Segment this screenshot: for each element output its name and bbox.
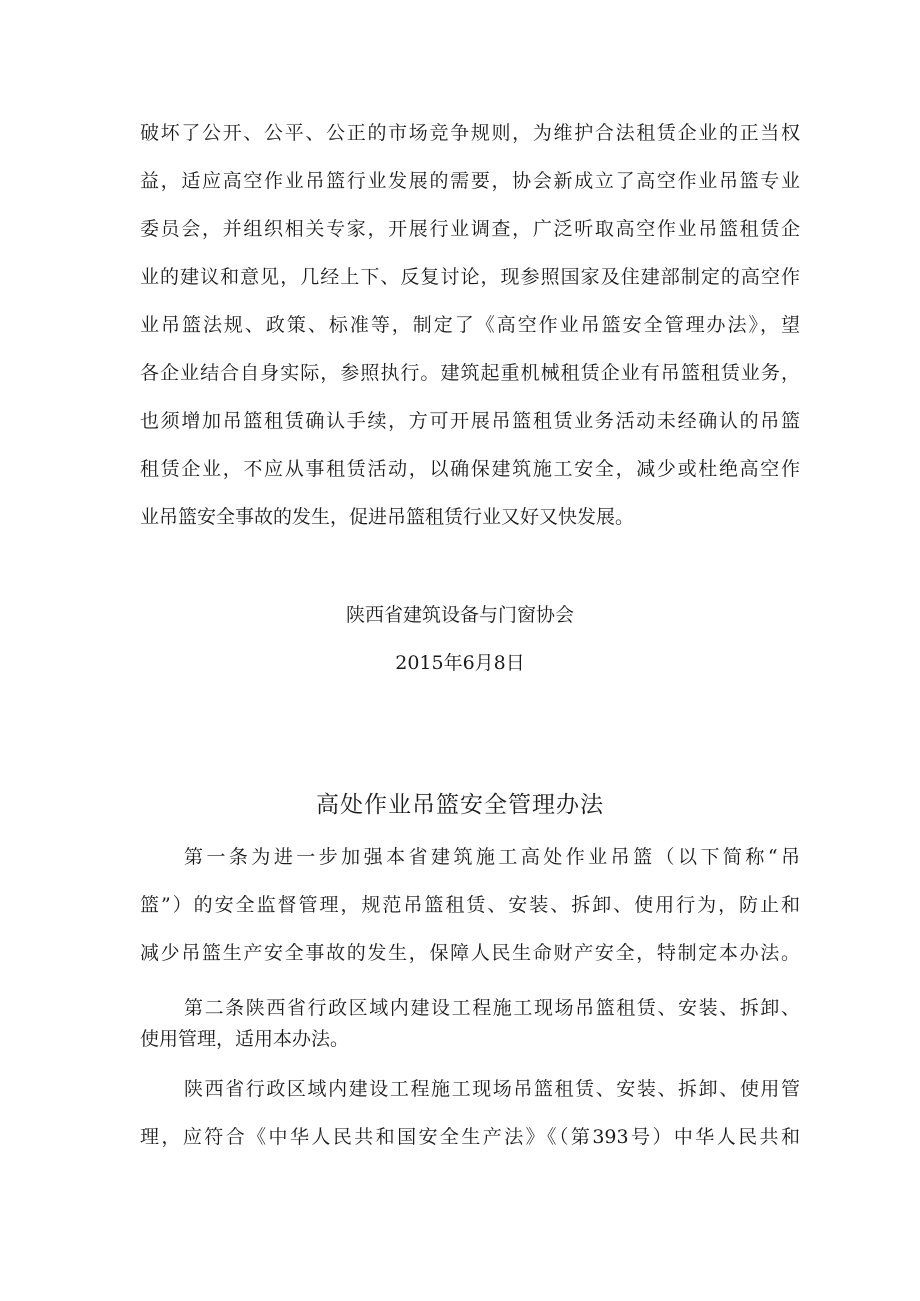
intro-line: 业吊篮安全事故的发生，促进吊篮租赁行业又好又快发展。 xyxy=(140,506,635,528)
article-line: 篮”）的安全监督管理，规范吊篮租赁、安装、拆卸、使用行为，防止和 xyxy=(140,894,800,916)
paragraph-line: 理，应符合《中华人民共和国安全生产法》《（第393号）中华人民共和 xyxy=(140,1126,800,1148)
intro-line: 破坏了公开、公平、公正的市场竞争规则，为维护合法租赁企业的正当权 xyxy=(140,122,800,144)
intro-line: 也须增加吊篮租赁确认手续，方可开展吊篮租赁业务活动未经确认的吊篮 xyxy=(140,410,800,432)
signature-date: 2015年6月8日 xyxy=(395,652,525,674)
signature-organization: 陕西省建筑设备与门窗协会 xyxy=(345,604,574,626)
intro-line: 租赁企业，不应从事租赁活动，以确保建筑施工安全，减少或杜绝高空作 xyxy=(140,458,800,480)
paragraph-line: 陕西省行政区域内建设工程施工现场吊篮租赁、安装、拆卸、使用管 xyxy=(184,1078,800,1100)
intro-line: 业的建议和意见，几经上下、反复讨论，现参照国家及住建部制定的高空作 xyxy=(140,266,800,288)
intro-line: 各企业结合自身实际，参照执行。建筑起重机械租赁企业有吊篮租赁业务， xyxy=(140,362,800,384)
article-line: 第二条陕西省行政区域内建设工程施工现场吊篮租赁、安装、拆卸、 xyxy=(184,997,800,1019)
document-title: 高处作业吊篮安全管理办法 xyxy=(316,792,604,818)
article-line: 减少吊篮生产安全事故的发生，保障人民生命财产安全，特制定本办法。 xyxy=(140,942,800,964)
article-line: 第一条为进一步加强本省建筑施工高处作业吊篮（以下简称“吊 xyxy=(184,846,800,868)
intro-line: 业吊篮法规、政策、标准等，制定了《高空作业吊篮安全管理办法》，望 xyxy=(140,314,800,336)
intro-line: 益，适应高空作业吊篮行业发展的需要，协会新成立了高空作业吊篮专业 xyxy=(140,170,800,192)
intro-line: 委员会，并组织相关专家，开展行业调查，广泛听取高空作业吊篮租赁企 xyxy=(140,218,800,240)
article-line: 使用管理，适用本办法。 xyxy=(140,1028,350,1050)
